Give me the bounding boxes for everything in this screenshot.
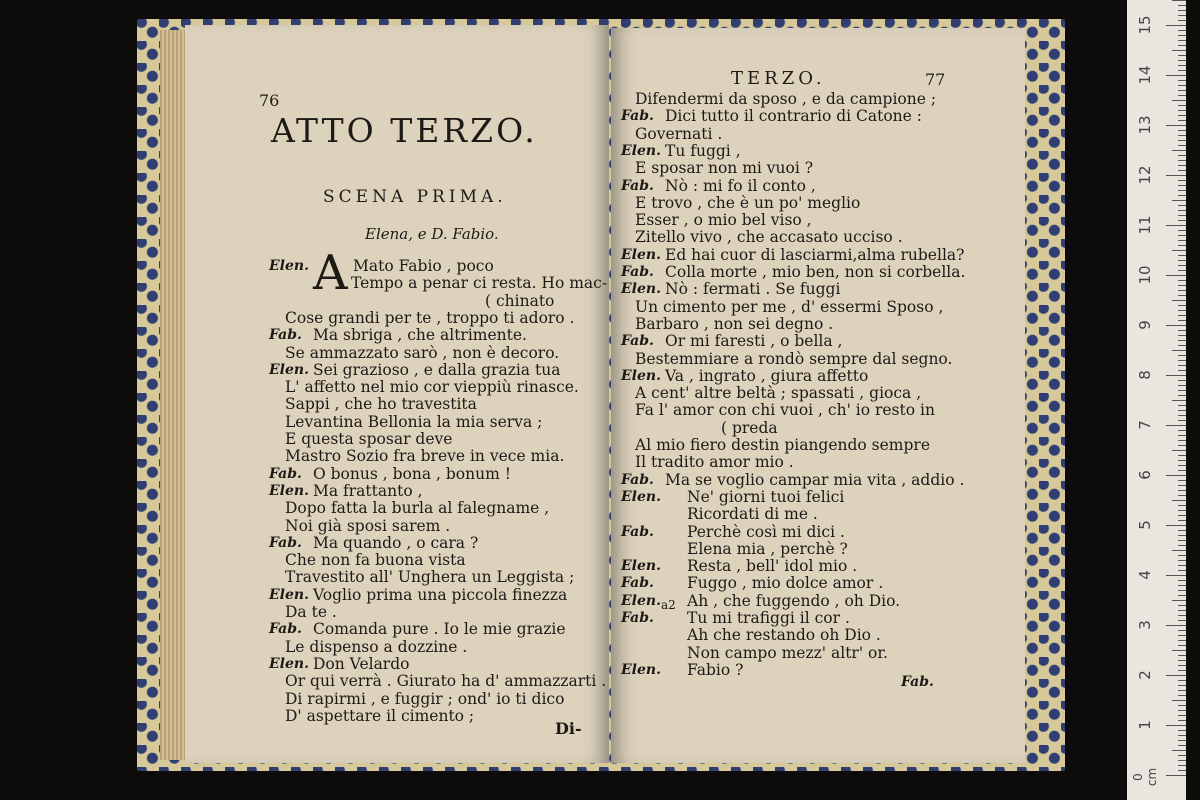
text-line: Governati . — [635, 124, 723, 143]
ruler-tick — [1178, 415, 1186, 416]
ruler-tick — [1178, 315, 1186, 316]
ruler-tick — [1178, 605, 1186, 606]
ruler-tick — [1178, 620, 1186, 621]
text-line: Perchè così mi dici . — [687, 522, 845, 541]
ruler-tick — [1178, 440, 1186, 441]
text-line: Don Velardo — [313, 654, 410, 673]
text-line: Va , ingrato , giura affetto — [665, 366, 869, 385]
ruler-tick — [1178, 365, 1186, 366]
text-line: Ah che restando oh Dio . — [687, 626, 881, 645]
ruler-tick — [1178, 340, 1186, 341]
ruler-number: 15 — [1136, 15, 1154, 35]
ruler-tick — [1178, 640, 1186, 641]
ruler-tick — [1178, 505, 1186, 506]
text-line: Fuggo , mio dolce amor . — [687, 574, 884, 593]
ruler-tick — [1178, 590, 1186, 591]
ruler-tick — [1178, 135, 1186, 136]
ruler-tick — [1178, 660, 1186, 661]
ruler-tick — [1178, 765, 1186, 766]
ruler-tick — [1178, 560, 1186, 561]
speaker-label: Elen. — [621, 488, 661, 505]
text-line: Tempo a penar ci resta. Ho mac- — [351, 274, 608, 293]
speaker-label: Fab. — [621, 108, 654, 125]
catchword: Fab. — [901, 674, 934, 690]
text-line: Se ammazzato sarò , non è decoro. — [285, 343, 560, 362]
speaker-label: Fab. — [621, 610, 654, 626]
text-line: Un cimento per me , d' essermi Sposo , — [635, 297, 944, 316]
ruler-tick — [1178, 110, 1186, 111]
ruler-tick — [1178, 535, 1186, 536]
ruler-tick — [1178, 155, 1186, 156]
ruler-tick — [1178, 510, 1186, 511]
ruler-tick — [1178, 140, 1186, 141]
speaker-label: Elen. — [269, 655, 309, 672]
page-number: 76 — [259, 91, 280, 110]
ruler-tick — [1166, 425, 1186, 426]
ruler-tick — [1172, 300, 1186, 301]
text-line: Ricordati di me . — [687, 505, 818, 524]
ruler-tick — [1178, 695, 1186, 696]
speaker-label: Fab. — [269, 465, 302, 482]
ruler-tick — [1166, 525, 1186, 526]
ruler-tick — [1178, 180, 1186, 181]
ruler-tick — [1178, 690, 1186, 691]
ruler-tick — [1178, 610, 1186, 611]
ruler-tick — [1178, 285, 1186, 286]
ruler-tick — [1178, 670, 1186, 671]
ruler-tick — [1172, 650, 1186, 651]
ruler-tick — [1178, 205, 1186, 206]
ruler-number: 8 — [1136, 370, 1154, 380]
ruler-tick — [1172, 0, 1186, 1]
speaker-label: Elen. — [621, 558, 661, 575]
ruler-tick — [1178, 265, 1186, 266]
ruler-tick — [1178, 730, 1186, 731]
ruler-tick — [1178, 270, 1186, 271]
text-line: ( preda — [721, 418, 778, 437]
ruler-tick — [1178, 290, 1186, 291]
ruler-number: 13 — [1136, 115, 1154, 135]
ruler-tick — [1178, 595, 1186, 596]
ruler-tick — [1178, 435, 1186, 436]
ruler-tick — [1178, 70, 1186, 71]
ruler-tick — [1172, 500, 1186, 501]
text-line: Resta , bell' idol mio . — [687, 557, 858, 576]
drop-cap: A — [313, 245, 348, 301]
ruler-tick — [1178, 715, 1186, 716]
ruler-tick — [1178, 310, 1186, 311]
ruler-number: 10 — [1136, 265, 1154, 285]
ruler-tick — [1178, 745, 1186, 746]
text-line: Mato Fabio , poco — [353, 257, 494, 275]
speaker-label: Elen. — [269, 482, 309, 499]
text-line: Nò : mi fo il conto , — [665, 176, 816, 195]
ruler-tick — [1178, 85, 1186, 86]
ruler-tick — [1166, 325, 1186, 326]
ruler-number: 3 — [1136, 620, 1154, 630]
ruler-tick — [1172, 200, 1186, 201]
ruler-tick — [1178, 260, 1186, 261]
speaker-label: Elen. — [621, 142, 661, 159]
speaker-label: Fab. — [621, 471, 654, 488]
ruler-tick — [1178, 740, 1186, 741]
ruler-tick — [1172, 550, 1186, 551]
ruler-tick — [1178, 105, 1186, 106]
ruler-tick — [1178, 770, 1186, 771]
ruler-tick — [1172, 700, 1186, 701]
ruler-tick — [1178, 40, 1186, 41]
text-line: ( chinato — [485, 291, 555, 310]
text-line: A cent' altre beltà ; spassati , gioca , — [635, 384, 922, 403]
text-line: Ma frattanto , — [313, 481, 423, 500]
text-line: Dici tutto il contrario di Catone : — [665, 107, 922, 126]
ruler-tick — [1178, 280, 1186, 281]
text-line: E sposar non mi vuoi ? — [635, 159, 814, 178]
right-page — [611, 28, 1025, 763]
ruler-tick — [1178, 735, 1186, 736]
speaker-label: Fab. — [621, 575, 654, 592]
text-line: Or qui verrà . Giurato ha d' ammazzarti . — [285, 672, 607, 691]
ruler-tick — [1178, 130, 1186, 131]
text-line: Di rapirmi , e fuggir ; ond' io ti dico — [285, 689, 565, 708]
speaker-label: Fab. — [621, 333, 654, 350]
ruler-tick — [1178, 720, 1186, 721]
ruler-tick — [1166, 675, 1186, 676]
ruler-tick — [1178, 380, 1186, 381]
ruler-tick — [1178, 5, 1186, 6]
ruler-tick — [1166, 225, 1186, 226]
speaker-label: Elen. — [269, 258, 309, 274]
text-line: Levantina Bellonia la mia serva ; — [285, 412, 543, 431]
ruler-number: 14 — [1136, 65, 1154, 85]
speaker-label: Elen. — [621, 592, 661, 609]
ruler-tick — [1178, 60, 1186, 61]
ruler-tick — [1166, 725, 1186, 726]
text-line: L' affetto nel mio cor vieppiù rinasce. — [285, 378, 579, 397]
ruler-tick — [1178, 185, 1186, 186]
ruler-tick — [1178, 45, 1186, 46]
ruler-tick — [1178, 705, 1186, 706]
ruler-tick — [1178, 20, 1186, 21]
text-line: Cose grandi per te , troppo ti adoro . — [285, 308, 575, 327]
ruler-tick — [1178, 305, 1186, 306]
speaker-label: Elen. — [621, 661, 661, 678]
text-line: Zitello vivo , che accasato ucciso . — [635, 228, 903, 247]
ruler-tick — [1178, 635, 1186, 636]
ruler-tick — [1166, 25, 1186, 26]
ruler-tick — [1178, 420, 1186, 421]
ruler-tick — [1178, 480, 1186, 481]
ruler-tick — [1178, 370, 1186, 371]
ruler-tick — [1178, 385, 1186, 386]
act-title: ATTO TERZO. — [271, 111, 538, 150]
ruler-tick — [1178, 240, 1186, 241]
ruler-tick — [1178, 545, 1186, 546]
ruler-tick — [1178, 410, 1186, 411]
ruler-tick — [1178, 405, 1186, 406]
ruler-tick — [1178, 90, 1186, 91]
measuring-ruler — [1127, 0, 1186, 800]
ruler-tick — [1178, 55, 1186, 56]
ruler-tick — [1178, 160, 1186, 161]
ruler-tick — [1178, 30, 1186, 31]
ruler-tick — [1178, 35, 1186, 36]
ruler-tick — [1178, 760, 1186, 761]
ruler-tick — [1178, 470, 1186, 471]
ruler-tick — [1166, 575, 1186, 576]
ruler-tick — [1178, 655, 1186, 656]
ruler-tick — [1172, 600, 1186, 601]
ruler-tick — [1178, 235, 1186, 236]
ruler-tick — [1172, 400, 1186, 401]
ruler-tick — [1178, 630, 1186, 631]
speaker-label: Elen. — [269, 361, 309, 378]
text-line: Che non fa buona vista — [285, 551, 466, 570]
ruler-tick — [1178, 195, 1186, 196]
ruler-tick — [1166, 75, 1186, 76]
ruler-tick — [1166, 125, 1186, 126]
text-line: Ma se voglio campar mia vita , addio . — [665, 470, 965, 489]
ruler-tick — [1178, 460, 1186, 461]
ruler-number: 12 — [1136, 165, 1154, 185]
text-line: Mastro Sozio fra breve in vece mia. — [285, 447, 565, 466]
text-line: Sappi , che ho travestita — [285, 395, 477, 414]
text-line: Le dispenso a dozzine . — [285, 637, 468, 656]
text-line: Ne' giorni tuoi felici — [687, 487, 845, 506]
speaker-label: Elen. — [621, 367, 661, 384]
ruler-unit: 0 cm — [1131, 767, 1159, 787]
text-line: O bonus , bona , bonum ! — [313, 464, 511, 483]
speaker-label: Fab. — [621, 264, 654, 280]
ruler-tick — [1178, 95, 1186, 96]
text-line: E trovo , che è un po' meglio — [635, 193, 861, 212]
persons-line: Elena, e D. Fabio. — [365, 225, 499, 243]
speaker-label: Fab. — [269, 621, 302, 638]
ruler-tick — [1178, 395, 1186, 396]
ruler-tick — [1178, 455, 1186, 456]
ruler-tick — [1178, 540, 1186, 541]
ruler-tick — [1166, 375, 1186, 376]
text-line: Nò : fermati . Se fuggi — [665, 280, 841, 299]
text-line: Tu fuggi , — [665, 141, 741, 160]
ruler-number: 4 — [1136, 570, 1154, 580]
ruler-tick — [1178, 10, 1186, 11]
ruler-tick — [1172, 350, 1186, 351]
text-line: Ed hai cuor di lasciarmi,alma rubella? — [665, 245, 965, 264]
ruler-number: 5 — [1136, 520, 1154, 530]
text-line: Ma quando , o cara ? — [313, 533, 479, 552]
text-line: Non campo mezz' altr' or. — [687, 643, 888, 662]
ruler-tick — [1166, 475, 1186, 476]
ruler-tick — [1172, 450, 1186, 451]
ruler-tick — [1178, 495, 1186, 496]
ruler-tick — [1178, 580, 1186, 581]
ruler-tick — [1172, 250, 1186, 251]
text-line: Difendermi da sposo , e da campione ; — [635, 90, 937, 108]
text-line: Voglio prima una piccola finezza — [313, 585, 568, 604]
ruler-tick — [1178, 210, 1186, 211]
speaker-label: Fab. — [621, 523, 654, 540]
text-line: Noi già sposi sarem . — [285, 516, 451, 535]
left-page — [185, 25, 609, 763]
speaker-label: Fab. — [621, 177, 654, 194]
ruler-number: 9 — [1136, 320, 1154, 330]
ruler-tick — [1178, 330, 1186, 331]
ruler-tick — [1178, 445, 1186, 446]
ruler-tick — [1172, 150, 1186, 151]
ruler-number: 2 — [1136, 670, 1154, 680]
ruler-tick — [1178, 165, 1186, 166]
ruler-tick — [1178, 245, 1186, 246]
ruler-tick — [1178, 685, 1186, 686]
ruler-tick — [1178, 645, 1186, 646]
ruler-tick — [1178, 80, 1186, 81]
text-line: Or mi faresti , o bella , — [665, 332, 843, 351]
ruler-tick — [1178, 665, 1186, 666]
catchword: Di- — [555, 719, 582, 738]
ruler-tick — [1178, 565, 1186, 566]
text-line: Elena mia , perchè ? — [687, 539, 848, 558]
ruler-tick — [1178, 220, 1186, 221]
page-edges — [160, 30, 188, 760]
speaker-label: Elen. — [269, 586, 309, 603]
text-line: Barbaro , non sei degno . — [635, 314, 834, 333]
ruler-tick — [1178, 190, 1186, 191]
text-line: Travestito all' Unghera un Leggista ; — [285, 568, 575, 587]
text-line: Da te . — [285, 603, 337, 621]
ruler-tick — [1178, 65, 1186, 66]
ruler-tick — [1166, 625, 1186, 626]
speaker-label: Fab. — [269, 327, 302, 344]
text-line: Fa l' amor con chi vuoi , ch' io resto in — [635, 401, 935, 420]
text-line: Tu mi trafiggi il cor . — [687, 609, 850, 627]
ruler-tick — [1178, 390, 1186, 391]
ruler-tick — [1178, 490, 1186, 491]
ruler-tick — [1178, 710, 1186, 711]
speaker-label: Fab. — [269, 534, 302, 551]
ruler-tick — [1178, 15, 1186, 16]
text-line: E questa sposar deve — [285, 430, 453, 448]
text-line: Al mio fiero destin piangendo sempre — [635, 436, 931, 454]
ruler-number: 11 — [1136, 215, 1154, 235]
ruler-tick — [1178, 555, 1186, 556]
text-line: Ah , che fuggendo , oh Dio. — [687, 591, 901, 610]
ruler-tick — [1178, 485, 1186, 486]
ruler-tick — [1178, 465, 1186, 466]
ruler-tick — [1178, 355, 1186, 356]
speaker-label: Elen. — [621, 281, 661, 298]
ruler-tick — [1178, 585, 1186, 586]
speaker-label: Elen. — [621, 246, 661, 263]
text-line: Esser , o mio bel viso , — [635, 211, 812, 230]
text-line: Ma sbriga , che altrimente. — [313, 326, 527, 345]
ruler-tick — [1178, 530, 1186, 531]
text-line: Comanda pure . Io le mie grazie — [313, 620, 566, 639]
ruler-tick — [1178, 755, 1186, 756]
text-line: Bestemmiare a rondò sempre dal segno. — [635, 349, 953, 368]
text-line: Il tradito amor mio . — [635, 453, 794, 472]
ruler-tick — [1172, 750, 1186, 751]
ruler-tick — [1178, 145, 1186, 146]
ruler-tick — [1172, 100, 1186, 101]
ruler-tick — [1178, 215, 1186, 216]
ruler-tick — [1178, 680, 1186, 681]
a2-mark: a2 — [661, 598, 676, 612]
ruler-tick — [1166, 175, 1186, 176]
ruler-tick — [1178, 335, 1186, 336]
ruler-tick — [1178, 295, 1186, 296]
text-line: D' aspettare il cimento ; — [285, 706, 475, 725]
running-head: TERZO. — [731, 68, 826, 89]
ruler-tick — [1166, 275, 1186, 276]
ruler-tick — [1178, 515, 1186, 516]
ruler-tick — [1178, 615, 1186, 616]
text-line: Dopo fatta la burla al falegname , — [285, 499, 550, 518]
ruler-tick — [1178, 520, 1186, 521]
ruler-tick — [1178, 345, 1186, 346]
text-line: Fabio ? — [687, 660, 744, 679]
ruler-tick — [1178, 170, 1186, 171]
ruler-number: 6 — [1136, 470, 1154, 480]
ruler-tick — [1178, 320, 1186, 321]
ruler-tick — [1178, 230, 1186, 231]
page-number: 77 — [925, 70, 946, 89]
ruler-tick — [1178, 120, 1186, 121]
ruler-tick — [1178, 430, 1186, 431]
ruler-tick — [1172, 50, 1186, 51]
ruler-tick — [1178, 360, 1186, 361]
text-line: Colla morte , mio ben, non si corbella. — [665, 263, 966, 281]
ruler-tick — [1178, 115, 1186, 116]
ruler-number: 1 — [1136, 720, 1154, 730]
ruler-number: 7 — [1136, 420, 1154, 430]
ruler-tick — [1178, 255, 1186, 256]
ruler-tick — [1178, 570, 1186, 571]
scene-title: SCENA PRIMA. — [323, 187, 507, 207]
ruler-tick — [1166, 775, 1186, 776]
text-line: Sei grazioso , e dalla grazia tua — [313, 360, 561, 379]
